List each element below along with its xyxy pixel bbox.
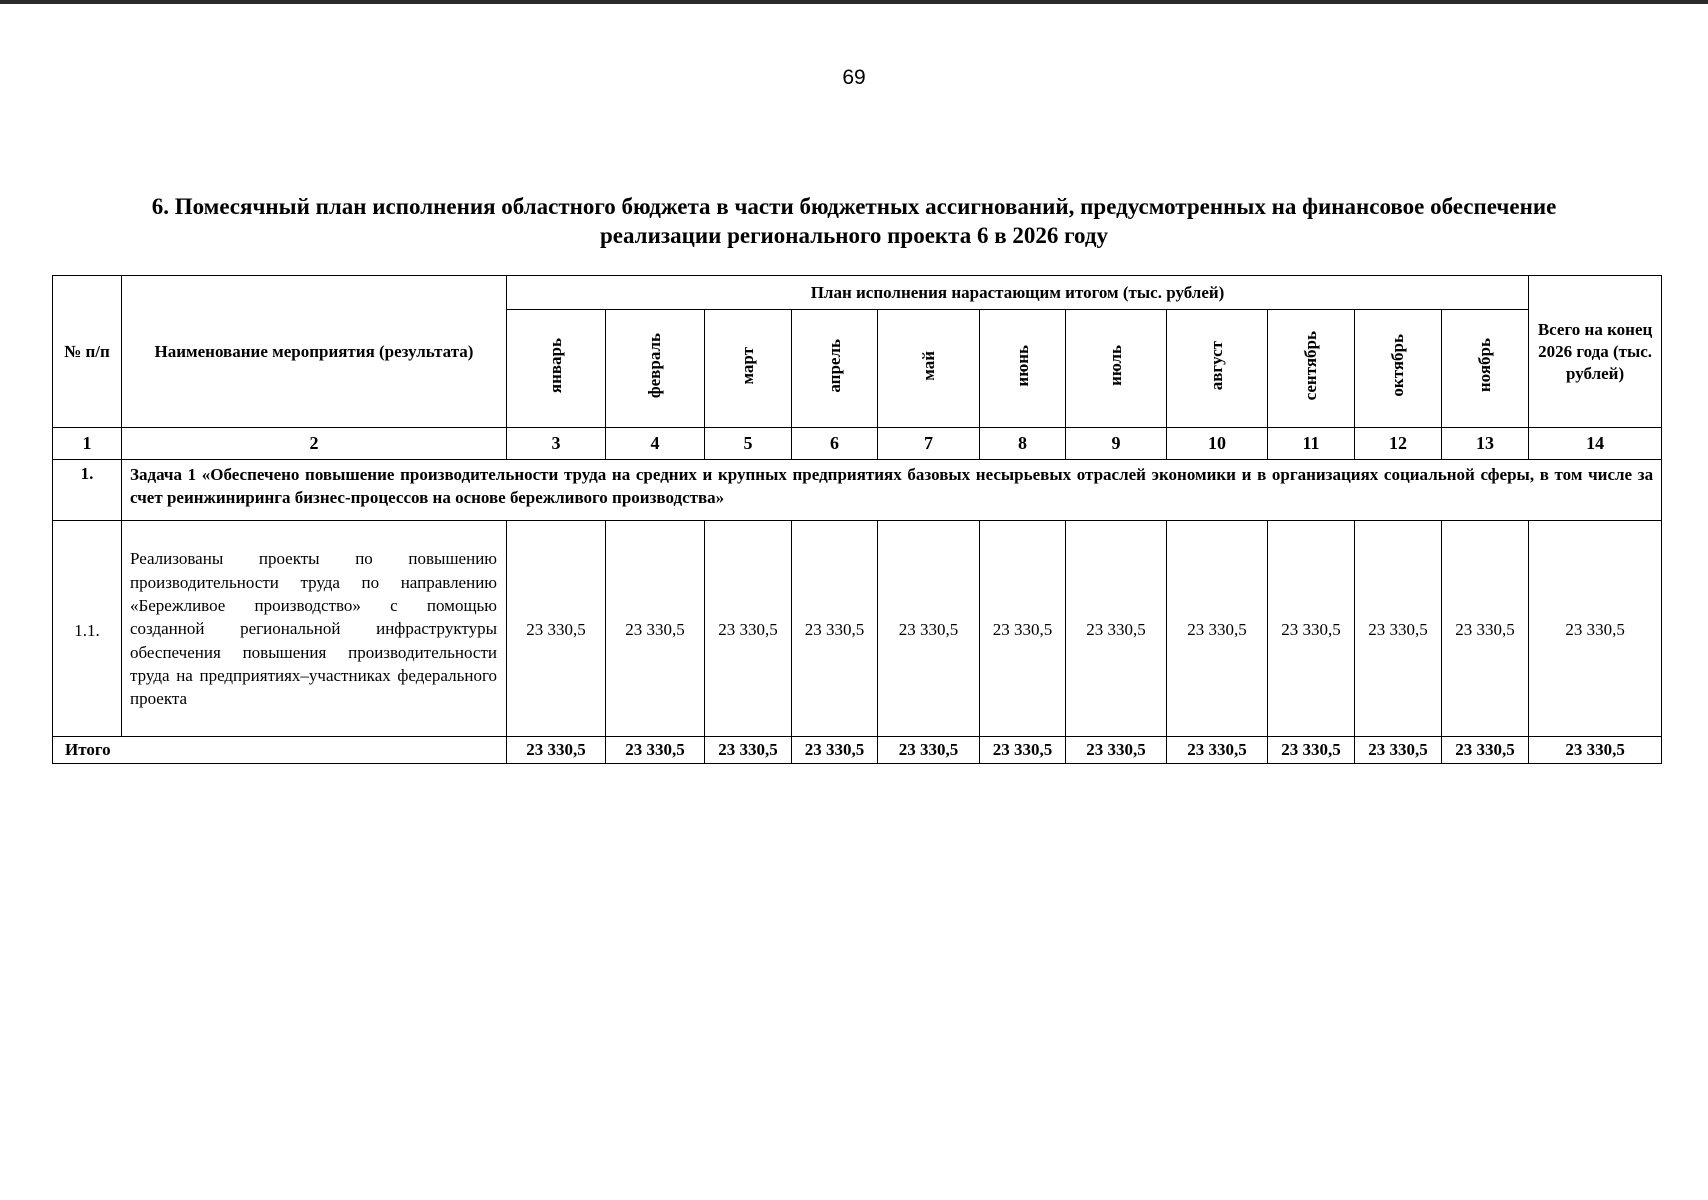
total-label: Итого bbox=[53, 737, 507, 764]
page-number: 69 bbox=[842, 66, 866, 89]
column-number: 4 bbox=[606, 428, 705, 460]
total-month-value: 23 330,5 bbox=[705, 737, 792, 764]
column-number: 2 bbox=[122, 428, 507, 460]
section-title bbox=[70, 192, 1638, 250]
task-row bbox=[53, 460, 1662, 521]
month-value: 23 330,5 bbox=[792, 521, 878, 737]
month-value: 23 330,5 bbox=[1442, 521, 1529, 737]
column-number: 6 bbox=[792, 428, 878, 460]
grand-total-value: 23 330,5 bbox=[1529, 737, 1662, 764]
header-name: Наименование мероприятия (результата) bbox=[122, 276, 507, 428]
header-plan-group: План исполнения нарастающим итогом (тыс. рублей) bbox=[507, 276, 1529, 310]
column-number: 13 bbox=[1442, 428, 1529, 460]
total-month-value: 23 330,5 bbox=[1442, 737, 1529, 764]
month-header bbox=[1442, 310, 1529, 428]
month-header bbox=[1066, 310, 1167, 428]
month-label: август bbox=[1207, 340, 1226, 391]
total-month-value: 23 330,5 bbox=[507, 737, 606, 764]
month-value: 23 330,5 bbox=[507, 521, 606, 737]
column-number: 14 bbox=[1529, 428, 1662, 460]
table-row bbox=[53, 521, 1662, 737]
total-month-value: 23 330,5 bbox=[1066, 737, 1167, 764]
month-value: 23 330,5 bbox=[1167, 521, 1268, 737]
month-header bbox=[606, 310, 705, 428]
month-label: ноябрь bbox=[1475, 338, 1495, 393]
month-label: январь bbox=[546, 337, 565, 394]
month-value: 23 330,5 bbox=[1066, 521, 1167, 737]
budget-plan-table bbox=[52, 275, 1662, 764]
month-header bbox=[1167, 310, 1268, 428]
month-header bbox=[705, 310, 792, 428]
month-label: сентябрь bbox=[1301, 330, 1320, 401]
column-number: 10 bbox=[1167, 428, 1268, 460]
month-value: 23 330,5 bbox=[705, 521, 792, 737]
column-number: 11 bbox=[1268, 428, 1355, 460]
month-value: 23 330,5 bbox=[1268, 521, 1355, 737]
task-number: 1. bbox=[53, 460, 122, 521]
month-value: 23 330,5 bbox=[878, 521, 980, 737]
column-number: 1 bbox=[53, 428, 122, 460]
header-total: Всего на конец 2026 года (тыс. рублей) bbox=[1529, 276, 1662, 428]
month-label: март bbox=[738, 346, 757, 385]
month-value: 23 330,5 bbox=[606, 521, 705, 737]
item-number: 1.1. bbox=[53, 521, 122, 737]
month-label: апрель bbox=[824, 338, 844, 393]
month-label: июль bbox=[1106, 345, 1125, 386]
column-number: 5 bbox=[705, 428, 792, 460]
scan-edge bbox=[0, 0, 1708, 4]
total-month-value: 23 330,5 bbox=[606, 737, 705, 764]
task-description: Задача 1 «Обеспечено повышение производительности труда на средних и крупных предприятиях базовых несырьевых отраслей экономики и в организациях социальной сферы, в том числе за счет реинжиниринга бизнес-процессов на основе бережливого производства» bbox=[122, 460, 1662, 521]
month-header bbox=[1355, 310, 1442, 428]
month-value: 23 330,5 bbox=[980, 521, 1066, 737]
month-label: май bbox=[918, 350, 938, 381]
total-month-value: 23 330,5 bbox=[878, 737, 980, 764]
column-number: 8 bbox=[980, 428, 1066, 460]
total-month-value: 23 330,5 bbox=[1167, 737, 1268, 764]
column-number: 3 bbox=[507, 428, 606, 460]
column-number: 12 bbox=[1355, 428, 1442, 460]
month-header bbox=[1268, 310, 1355, 428]
month-header bbox=[507, 310, 606, 428]
month-header bbox=[980, 310, 1066, 428]
item-description: Реализованы проекты по повышению производительности труда по направлению «Бережливое производство» с помощью созданной региональной инфраструктуры обеспечения повышения производительности труда на предприятиях–участниках федерального проекта bbox=[122, 521, 507, 737]
month-value: 23 330,5 bbox=[1355, 521, 1442, 737]
month-label: октябрь bbox=[1388, 334, 1407, 397]
header-no: № п/п bbox=[53, 276, 122, 428]
total-month-value: 23 330,5 bbox=[980, 737, 1066, 764]
month-header bbox=[878, 310, 980, 428]
month-label: июнь bbox=[1012, 344, 1032, 387]
month-header bbox=[792, 310, 878, 428]
total-month-value: 23 330,5 bbox=[1355, 737, 1442, 764]
column-number: 7 bbox=[878, 428, 980, 460]
column-number-row bbox=[53, 428, 1662, 460]
title-line-2: реализации регионального проекта 6 в 2026 году bbox=[599, 223, 1109, 248]
item-total-value: 23 330,5 bbox=[1529, 521, 1662, 737]
title-line-1: 6. Помесячный план исполнения областного бюджета в части бюджетных ассигнований, предусмотренных на финансовое обеспечение bbox=[151, 194, 1557, 219]
month-label: февраль bbox=[645, 332, 664, 399]
total-month-value: 23 330,5 bbox=[792, 737, 878, 764]
column-number: 9 bbox=[1066, 428, 1167, 460]
total-row bbox=[53, 737, 1662, 764]
total-month-value: 23 330,5 bbox=[1268, 737, 1355, 764]
